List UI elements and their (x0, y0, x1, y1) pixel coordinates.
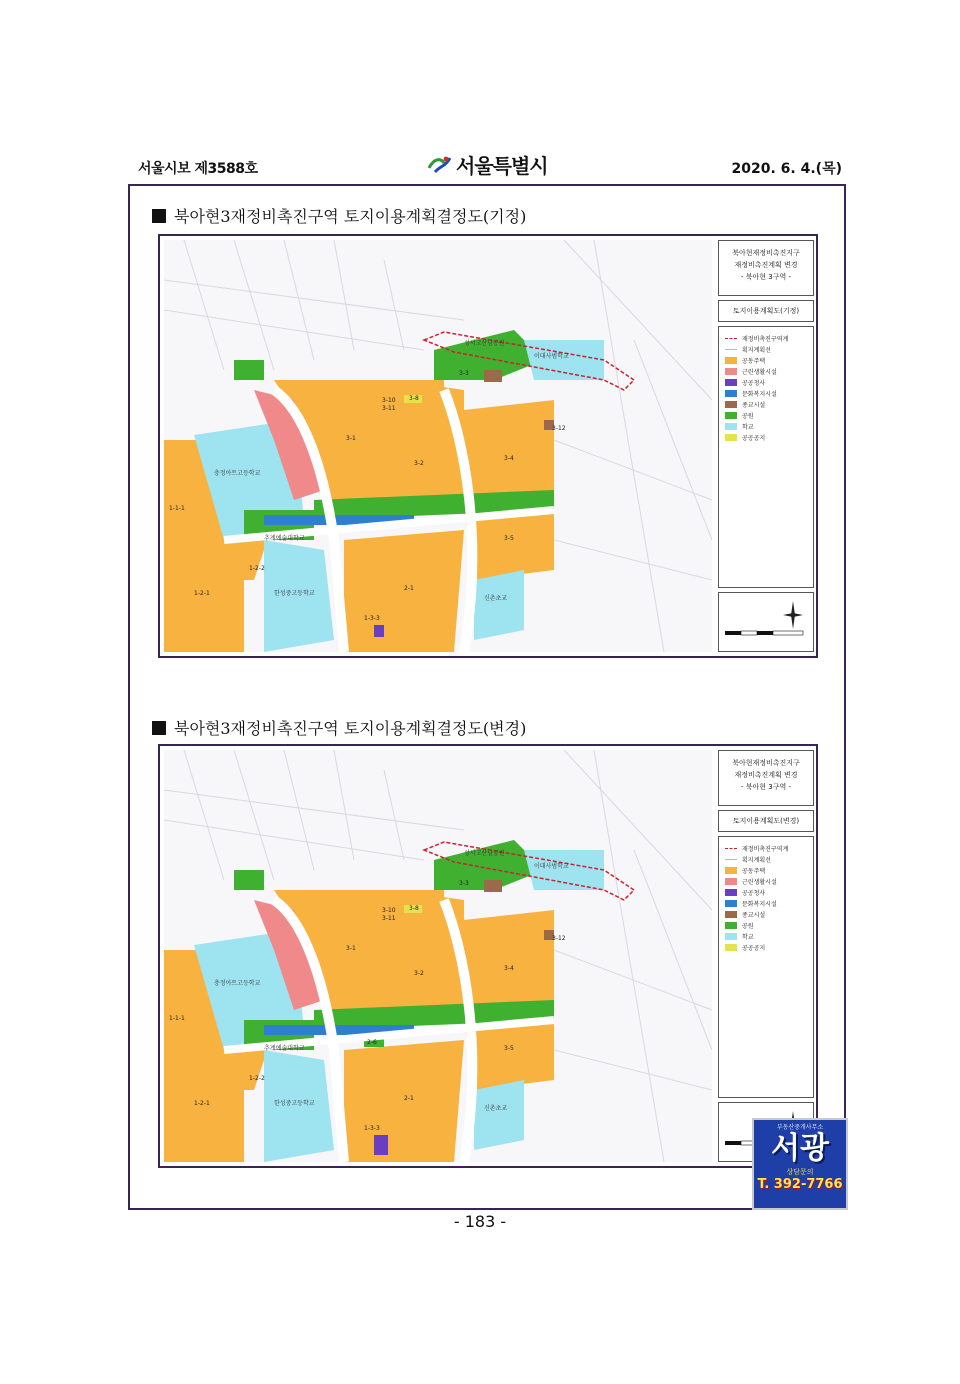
swatch-icon (725, 401, 737, 408)
legend-item (725, 887, 807, 898)
svg-text:3-3: 3-3 (459, 370, 469, 377)
boundary-line-icon (725, 848, 737, 849)
svg-text:1-1-1: 1-1-1 (169, 505, 185, 512)
swatch-icon (725, 867, 737, 874)
legend-item (725, 843, 807, 854)
legend-label: 공동주택 (742, 868, 766, 875)
legend-header-line3: - 북아현 3구역 - (741, 273, 791, 281)
legend-item (725, 333, 807, 344)
legend-column (718, 240, 814, 652)
svg-text:1-2-1: 1-2-1 (194, 590, 210, 597)
svg-text:충정아트고등학교: 충정아트고등학교 (214, 470, 261, 477)
svg-text:신촌초교: 신촌초교 (484, 1105, 508, 1112)
seoul-emblem-icon (426, 154, 452, 176)
legend-item (725, 344, 807, 355)
land-use-map-changed (158, 744, 818, 1168)
legend-label: 공공공지 (742, 945, 766, 952)
advertiser-badge (752, 1118, 848, 1210)
legend-header-line2: 재정비촉진계획 변경 (734, 261, 798, 269)
legend-item (725, 942, 807, 953)
svg-text:추계예술대학교: 추계예술대학교 (264, 535, 305, 542)
issue-date: 2020. 6. 4.(목) (731, 161, 842, 177)
seoul-logo (426, 150, 548, 179)
boundary-line-icon (725, 338, 737, 339)
land-use-map-drawing (164, 240, 712, 652)
badge-top-text: 부동산중개사무소 (776, 1124, 824, 1131)
svg-text:1-2-2: 1-2-2 (249, 565, 265, 572)
legend-label: 공동주택 (742, 358, 766, 365)
publication-label: 서울시보 제3588호 (138, 161, 258, 177)
svg-text:1-1-1: 1-1-1 (169, 1015, 185, 1022)
svg-text:3-2: 3-2 (414, 460, 424, 467)
svg-text:3-4: 3-4 (504, 455, 514, 462)
svg-text:3-8: 3-8 (409, 395, 419, 402)
swatch-icon (725, 922, 737, 929)
square-bullet-icon (152, 721, 166, 735)
section-title-text: 북아현3재정비촉진구역 토지이용계획결정도(기정) (174, 207, 527, 226)
svg-text:3-10: 3-10 (382, 397, 396, 404)
swatch-icon (725, 390, 737, 397)
page-number: - 183 - (453, 1212, 507, 1231)
legend-item (725, 355, 807, 366)
legend-label: 문화복지시설 (742, 901, 777, 908)
svg-text:3-10: 3-10 (382, 907, 396, 914)
svg-text:3-11: 3-11 (382, 915, 396, 922)
legend-item (725, 920, 807, 931)
svg-text:이대사범학교: 이대사범학교 (534, 863, 569, 870)
section-title-original (152, 204, 526, 227)
north-arrow-scale-icon (719, 593, 813, 651)
swatch-icon (725, 434, 737, 441)
legend-item (725, 388, 807, 399)
svg-text:한성중고등학교: 한성중고등학교 (274, 1100, 315, 1107)
land-use-map-original (158, 234, 818, 658)
legend-item (725, 865, 807, 876)
badge-name: 서광 (771, 1131, 829, 1166)
legend-label: 획지계획선 (742, 347, 771, 354)
svg-text:3-1: 3-1 (346, 945, 356, 952)
legend-label: 공원 (742, 923, 754, 930)
legend-item (725, 399, 807, 410)
legend-label: 재정비촉진구역계 (742, 336, 789, 343)
svg-text:2-1: 2-1 (404, 1095, 414, 1102)
swatch-icon (725, 357, 737, 364)
legend-label: 근린생활시설 (742, 879, 777, 886)
svg-text:한성중고등학교: 한성중고등학교 (274, 590, 315, 597)
legend-item (725, 421, 807, 432)
svg-text:3-2: 3-2 (414, 970, 424, 977)
legend-item (725, 432, 807, 443)
legend-label: 공원 (742, 413, 754, 420)
svg-text:성서고산남공원: 성서고산남공원 (464, 340, 505, 347)
legend-label: 학교 (742, 424, 754, 431)
swatch-icon (725, 933, 737, 940)
swatch-icon (725, 944, 737, 951)
swatch-icon (725, 412, 737, 419)
legend-column (718, 750, 814, 1162)
map-canvas (164, 240, 712, 652)
legend-list (718, 836, 814, 1098)
legend-list (718, 326, 814, 588)
lot-line-icon (725, 859, 737, 860)
legend-label: 종교시설 (742, 402, 766, 409)
legend-item (725, 410, 807, 421)
svg-text:1-2-1: 1-2-1 (194, 1100, 210, 1107)
svg-text:1-3-3: 1-3-3 (364, 1125, 380, 1132)
square-bullet-icon (152, 209, 166, 223)
svg-text:3-5: 3-5 (504, 535, 514, 542)
swatch-icon (725, 878, 737, 885)
svg-text:성서고산남공원: 성서고산남공원 (464, 850, 505, 857)
legend-item (725, 898, 807, 909)
badge-subtitle: 상담문의 (786, 1168, 814, 1176)
legend-label: 공공청사 (742, 890, 766, 897)
plan-label: 토지이용계획도(변경) (718, 810, 814, 832)
svg-text:3-5: 3-5 (504, 1045, 514, 1052)
swatch-icon (725, 379, 737, 386)
legend-header-line3: - 북아현 3구역 - (741, 783, 791, 791)
section-title-changed (152, 716, 526, 739)
legend-label: 공공청사 (742, 380, 766, 387)
svg-text:3-8: 3-8 (409, 905, 419, 912)
legend-header (718, 240, 814, 296)
legend-item (725, 909, 807, 920)
scale-and-north (718, 592, 814, 652)
legend-label: 재정비촉진구역계 (742, 846, 789, 853)
swatch-icon (725, 889, 737, 896)
svg-text:3-4: 3-4 (504, 965, 514, 972)
legend-item (725, 366, 807, 377)
badge-phone: T. 392-7766 (757, 1177, 843, 1192)
svg-text:3-3: 3-3 (459, 880, 469, 887)
svg-text:이대사범학교: 이대사범학교 (534, 353, 569, 360)
svg-text:1-3-3: 1-3-3 (364, 615, 380, 622)
legend-header-line1: 북아현재정비촉진지구 (732, 249, 800, 257)
svg-text:3-12: 3-12 (552, 425, 566, 432)
svg-text:2-1: 2-1 (404, 585, 414, 592)
legend-item (725, 931, 807, 942)
legend-item (725, 876, 807, 887)
legend-label: 문화복지시설 (742, 391, 777, 398)
svg-text:3-11: 3-11 (382, 405, 396, 412)
legend-label: 공공공지 (742, 435, 766, 442)
svg-text:추계예술대학교: 추계예술대학교 (264, 1045, 305, 1052)
legend-label: 획지계획선 (742, 857, 771, 864)
svg-text:1-2-2: 1-2-2 (249, 1075, 265, 1082)
land-use-map-drawing (164, 750, 712, 1162)
svg-text:3-1: 3-1 (346, 435, 356, 442)
legend-header-line2: 재정비촉진계획 변경 (734, 771, 798, 779)
svg-text:3-12: 3-12 (552, 935, 566, 942)
legend-header (718, 750, 814, 806)
svg-text:2-6: 2-6 (367, 1039, 377, 1046)
section-title-text: 북아현3재정비촉진구역 토지이용계획결정도(변경) (174, 719, 527, 738)
swatch-icon (725, 900, 737, 907)
map-canvas (164, 750, 712, 1162)
swatch-icon (725, 368, 737, 375)
legend-label: 종교시설 (742, 912, 766, 919)
plan-label: 토지이용계획도(기정) (718, 300, 814, 322)
legend-item (725, 854, 807, 865)
swatch-icon (725, 911, 737, 918)
legend-label: 학교 (742, 934, 754, 941)
seoul-logo-text: 서울특별시 (456, 154, 548, 178)
swatch-icon (725, 423, 737, 430)
legend-header-line1: 북아현재정비촉진지구 (732, 759, 800, 767)
svg-text:충정아트고등학교: 충정아트고등학교 (214, 980, 261, 987)
legend-label: 근린생활시설 (742, 369, 777, 376)
legend-item (725, 377, 807, 388)
lot-line-icon (725, 349, 737, 350)
svg-text:신촌초교: 신촌초교 (484, 595, 508, 602)
